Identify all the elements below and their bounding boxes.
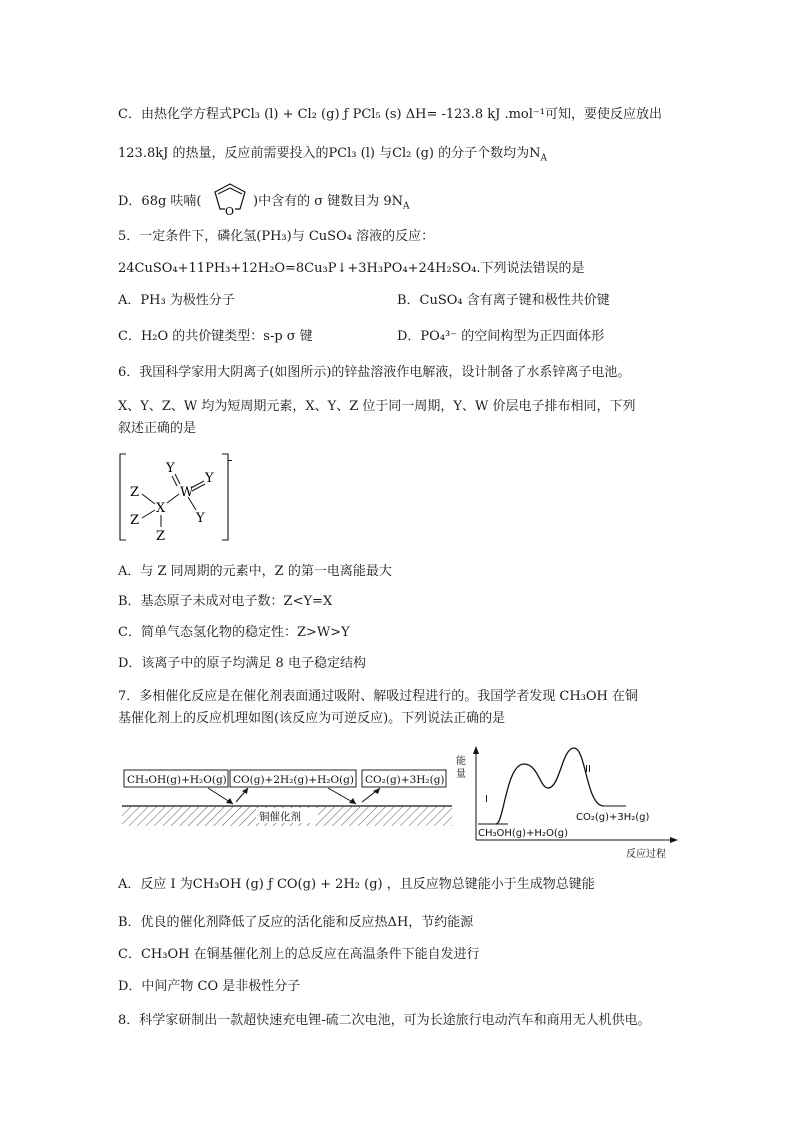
catalyst-label: 铜催化剂 (259, 811, 301, 823)
atom-Y-top: Y (166, 461, 175, 476)
q6-option-b: B．基态原子未成对电子数：Z<Y=X (118, 594, 333, 609)
q4-option-c-line2-text: 123.8kJ 的热量，反应前需要投入的PCl₃ (l) 与Cl₂ (g) 的分子个数均为N (118, 146, 541, 161)
q4-option-c-line1: C．由热化学方程式PCl₃ (l) + Cl₂ (g) ƒ PCl₅ (s) ΔH= -123.8 kJ .mol⁻¹可知，要使反应放出 (118, 107, 662, 122)
atom-W: W (180, 485, 194, 500)
catalysis-mechanism-diagram (118, 760, 458, 832)
mechanism-box-products-text: CO₂(g)+3H₂(g) (365, 774, 445, 786)
atom-X: X (156, 501, 166, 516)
q6-option-a: A．与 Z 同周期的元素中，Z 的第一电离能最大 (118, 564, 392, 579)
q4-option-d-suffix: )中含有的 σ 键数目为 9N (253, 194, 403, 209)
atom-Y-bottom: Y (196, 511, 205, 526)
q7-stem-line1: 7．多相催化反应是在催化剂表面通过吸附、解吸过程进行的。我国学者发现 CH₃OH 在铜 (118, 689, 639, 704)
q6-stem-line1: 6．我国科学家用大阴离子(如图所示)的锌盐溶液作电解液，设计制备了水系锌离子电池。 (118, 365, 631, 380)
mechanism-arrow-1-head (226, 798, 233, 804)
q5-equation: 24CuSO₄+11PH₃+12H₂O=8Cu₃P↓+3H₃PO₄+24H₂SO₄.下列说法错误的是 (118, 261, 585, 276)
q4-option-d-suffix-line (253, 193, 410, 211)
q5-option-c: C．H₂O 的共价键类型：s-p σ 键 (118, 329, 313, 344)
energy-reactants-label: CH₃OH(g)+H₂O(g) (478, 828, 568, 839)
bond-X-W (167, 494, 179, 503)
mechanism-arrow-2-head (242, 788, 248, 794)
energy-profile-diagram (448, 744, 680, 862)
energy-y-axis-arrow (473, 746, 479, 754)
mechanism-box-intermediate-text: CO(g)+2H₂(g)+H₂O(g) (233, 774, 355, 786)
energy-x-axis-arrow (670, 837, 678, 843)
energy-label-I: I (485, 794, 488, 805)
q5-option-d: D．PO₄³⁻ 的空间构型为正四面体形 (397, 329, 605, 344)
q7-option-c: C．CH₃OH 在铜基催化剂上的总反应在高温条件下能自发进行 (118, 947, 480, 962)
atom-Z-bottom: Z (156, 529, 166, 544)
bond-X-Zmid (142, 510, 155, 518)
avogadro-subscript-2: A (403, 201, 410, 212)
furan-structure (207, 178, 253, 220)
bond-X-Ztop (142, 494, 155, 504)
q5-stem: 5．一定条件下，磷化氢(PH₃)与 CuSO₄ 溶液的反应： (118, 229, 435, 244)
q4-option-d-prefix: D．68g 呋喃( (118, 194, 202, 209)
bond-W-Yright-2 (192, 484, 205, 491)
energy-y-label-2: 量 (456, 769, 466, 780)
q8-stem: 8．科学家研制出一款超快速充电锂-硫二次电池，可为长途旅行电动汽车和商用无人机供电。 (118, 1013, 651, 1028)
q4-option-d (118, 193, 202, 211)
anion-structure-diagram (118, 452, 238, 544)
atom-Z-top: Z (130, 485, 140, 500)
q6-option-d: D．该离子中的原子均满足 8 电子稳定结构 (118, 656, 366, 671)
q4-option-c-line2 (118, 145, 547, 163)
q6-stem-line2: X、Y、Z、W 均为短周期元素，X、Y、Z 位于同一周期，Y、W 价层电子排布相同，下列 (118, 399, 636, 414)
furan-oxygen: O (225, 205, 235, 218)
q7-option-b: B．优良的催化剂降低了反应的活化能和反应热ΔH，节约能源 (118, 915, 474, 930)
energy-products-label: CO₂(g)+3H₂(g) (576, 812, 650, 823)
left-bracket (120, 454, 126, 540)
q7-option-a: A．反应 I 为CH₃OH (g) ƒ CO(g) + 2H₂ (g) ，且反应物总键能小于生成物总键能 (118, 877, 595, 892)
atom-Y-right: Y (205, 471, 214, 486)
avogadro-subscript: A (540, 153, 547, 164)
q6-stem-line3: 叙述正确的是 (118, 421, 197, 436)
mechanism-box-reactants-text: CH₃OH(g)+H₂O(g) (127, 774, 227, 786)
q7-option-d: D．中间产物 CO 是非极性分子 (118, 979, 301, 994)
energy-y-label-1: 能 (456, 756, 466, 767)
q5-option-b: B．CuSO₄ 含有离子键和极性共价键 (397, 293, 610, 308)
energy-label-II: II (585, 764, 591, 775)
q7-stem-line2: 基催化剂上的反应机理如图(该反应为可逆反应)。下列说法正确的是 (118, 711, 506, 726)
q6-option-c: C．简单气态氢化物的稳定性：Z>W>Y (118, 625, 350, 640)
anion-charge: - (228, 453, 233, 468)
atom-Z-mid: Z (130, 513, 140, 528)
q5-option-a: A．PH₃ 为极性分子 (118, 293, 235, 308)
energy-x-label: 反应过程 (626, 849, 666, 860)
